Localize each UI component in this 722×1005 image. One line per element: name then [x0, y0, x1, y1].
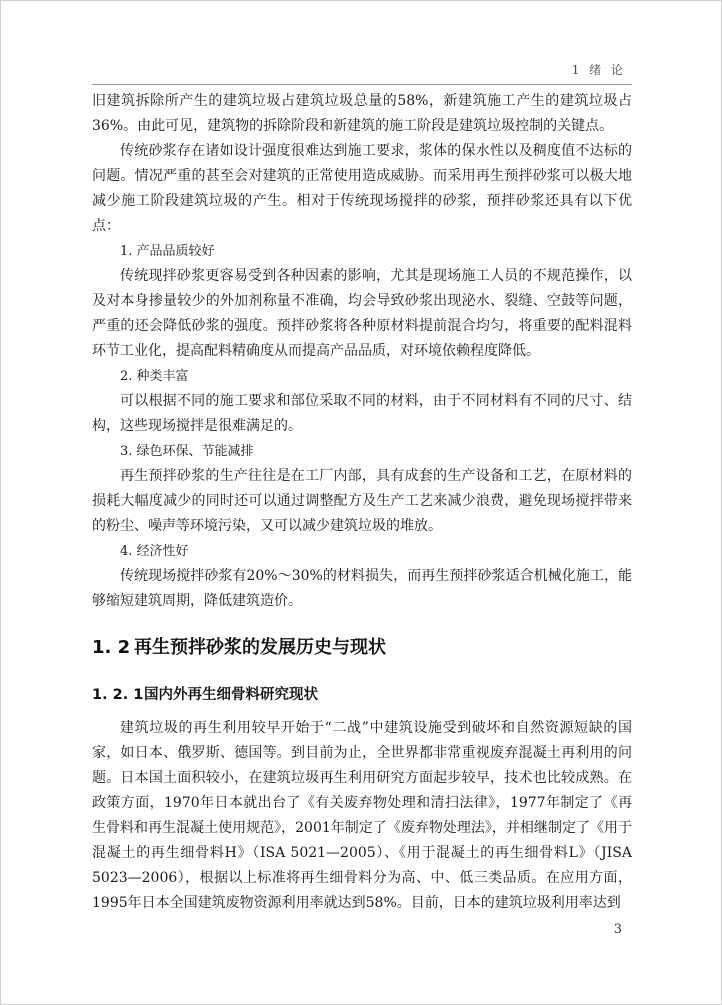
running-head: 1 绪 论 [571, 63, 626, 77]
section-title: 再生预拌砂浆的发展历史与现状 [134, 637, 386, 658]
advantage-4-title: 4. 经济性好 [120, 544, 189, 559]
header-rule [92, 84, 632, 85]
advantage-1-title: 1. 产品品质较好 [120, 244, 215, 259]
page-number: 3 [613, 922, 622, 937]
advantage-2-title: 2. 种类丰富 [120, 369, 189, 384]
section-heading-1-2 [92, 628, 632, 668]
paragraph-intro-2: 传统砂浆存在诸如设计强度很难达到施工要求，浆体的保水性以及稠度值不达标的问题。情况严重的甚至会对建筑的正常使用造成威胁。而采用再生预拌砂浆可以极大地减少施工阶段建筑垃圾的产生。相对于传统现场搅拌的砂浆，预拌砂浆还具有以下优点： [92, 143, 632, 234]
subsection-paragraph: 建筑垃圾的再生利用较早开始于“二战”中建筑设施受到破坏和自然资源短缺的国家，如日本、俄罗斯、德国等。到目前为止，全世界都非常重视废弃混凝土再利用的问题。日本国土面积较小，在建筑垃圾再生利用研究方面起步较早，技术也比较成熟。在政策方面，1970年日本就出台了《有关废弃物处理和清扫法律》，1977年制定了《再生骨料和再生混凝土使用规范》，2001年制定了《废弃物处理法》，并相继制定了《用于混凝土的再生细骨料H》（ISA 5021—2005）、《用于混凝土的再生细骨料L》（JISA 5023—2006），根据以上标准将再生细骨料分为高、中、低三类品质。在应用方面，1995年日本全国建筑废物资源利用率就达到58%。目前，日本的建筑垃圾利用率达到 [92, 720, 632, 911]
subsection-heading-1-2-1 [92, 678, 632, 712]
page-body [92, 89, 632, 916]
advantage-1-text: 传统现拌砂浆更容易受到各种因素的影响，尤其是现场施工人员的不规范操作，以及对本身掺量较少的外加剂称量不准确，均会导致砂浆出现泌水、裂缝、空鼓等问题，严重的还会降低砂浆的强度。预拌砂浆将各种原材料提前混合均匀，将重要的配料混料环节工业化，提高配料精确度从而提高产品品质，对环境依赖程度降低。 [92, 268, 632, 359]
subsection-title: 国内外再生细骨料研究现状 [144, 687, 318, 703]
advantage-2-text: 可以根据不同的施工要求和部位采取不同的材料，由于不同材料有不同的尺寸、结构，这些现场搅拌是很难满足的。 [92, 393, 632, 434]
subsection-number: 1. 2. 1 [92, 687, 144, 703]
paragraph-intro-1: 旧建筑拆除所产生的建筑垃圾占建筑垃圾总量的58%，新建筑施工产生的建筑垃圾占36%。由此可见，建筑物的拆除阶段和新建筑的施工阶段是建筑垃圾控制的关键点。 [92, 93, 632, 134]
advantage-3-text: 再生预拌砂浆的生产往往是在工厂内部，具有成套的生产设备和工艺，在原材料的损耗大幅度减少的同时还可以通过调整配方及生产工艺来减少浪费，避免现场搅拌带来的粉尘、噪声等环境污染，又可以减少建筑垃圾的堆放。 [92, 468, 632, 534]
advantage-3-title: 3. 绿色环保、节能减排 [120, 444, 254, 459]
advantage-4-text: 传统现场搅拌砂浆有20%～30%的材料损失，而再生预拌砂浆适合机械化施工，能够缩短建筑周期，降低建筑造价。 [92, 568, 632, 609]
section-number: 1. 2 [92, 637, 131, 658]
